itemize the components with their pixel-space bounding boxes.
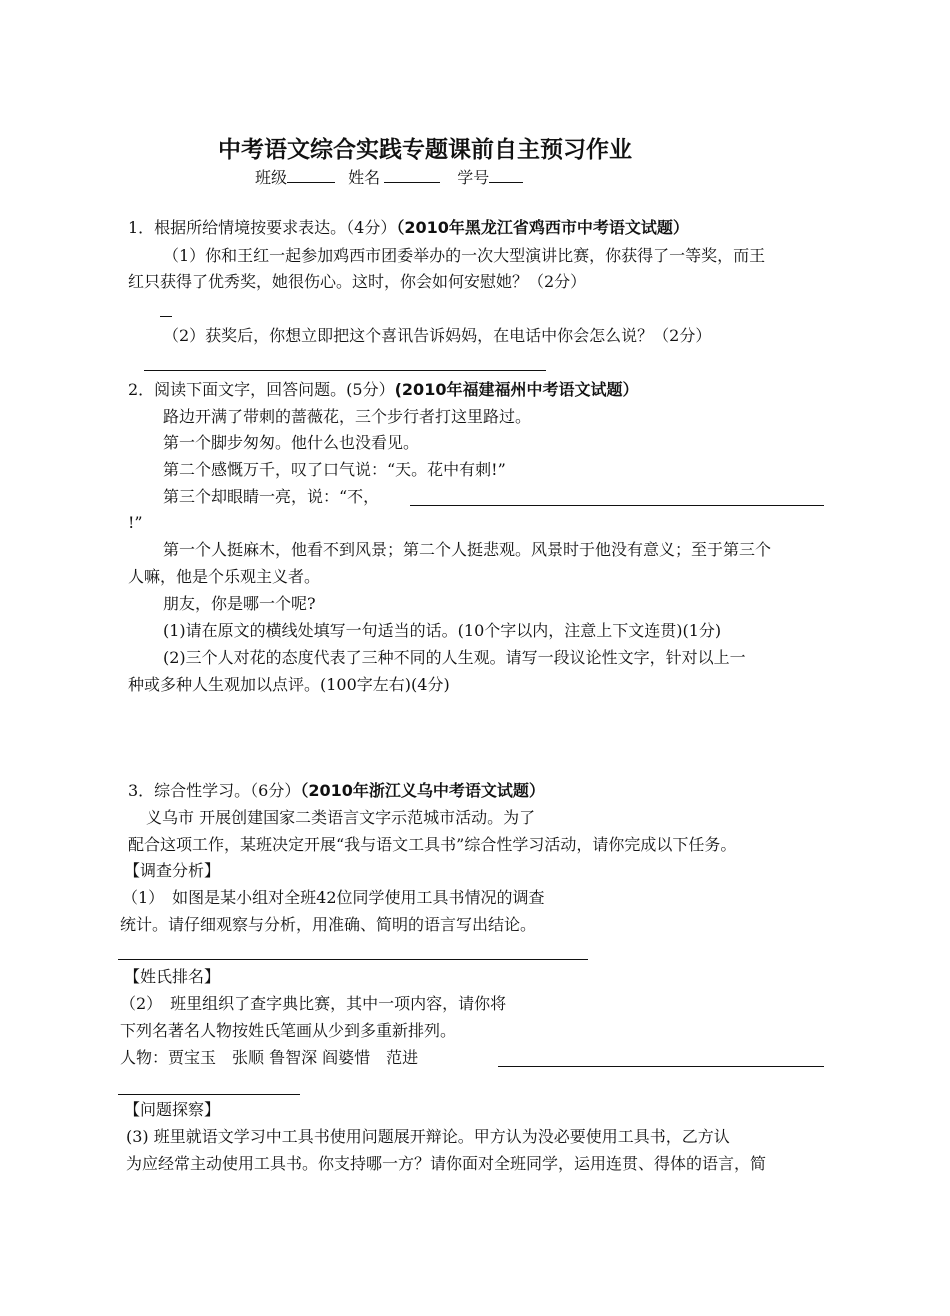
q3-sub3-line: (3) 班里就语文学习中工具书使用问题展开辩论。甲方认为没必要使用工具书，乙方认 bbox=[126, 1127, 730, 1146]
q1-part1-line1: （1）你和王红一起参加鸡西市团委举办的一次大型演讲比赛，你获得了一等奖，而王 bbox=[163, 246, 766, 265]
q1-stem-line bbox=[128, 218, 689, 238]
q2-passage-line: 第一个脚步匆匆。他什么也没看见。 bbox=[163, 433, 420, 452]
q2-passage-line: 第三个却眼睛一亮，说：“不， bbox=[163, 487, 380, 506]
q1-answer2-blank[interactable] bbox=[144, 370, 546, 371]
q2-subquestion-2-cont: 种或多种人生观加以点评。(100字左右)(4分) bbox=[128, 675, 450, 694]
q2-passage-line: 路边开满了带刺的蔷薇花，三个步行者打这里路过。 bbox=[163, 407, 532, 426]
q1-part2: （2）获奖后，你想立即把这个喜讯告诉妈妈，在电话中你会怎么说？（2分） bbox=[163, 326, 712, 345]
q3-sub1-line: 统计。请仔细观察与分析，用准确、简明的语言写出结论。 bbox=[120, 915, 537, 934]
page-title: 中考语文综合实践专题课前自主预习作业 bbox=[218, 136, 632, 163]
q3-people-list: 人物：贾宝玉 张顺 鲁智深 阎婆惜 范进 bbox=[120, 1048, 419, 1067]
q2-fill-blank[interactable] bbox=[410, 505, 824, 506]
class-blank[interactable] bbox=[287, 168, 335, 183]
name-label: 姓名 bbox=[348, 168, 381, 187]
q3-sub2-line: （2） 班里组织了查字典比赛，其中一项内容，请你将 bbox=[120, 994, 507, 1013]
q2-passage-line: 人嘛，他是个乐观主义者。 bbox=[128, 567, 321, 586]
q2-subquestion-2: (2)三个人对花的态度代表了三种不同的人生观。请写一段议论性文字，针对以上一 bbox=[163, 648, 746, 667]
q2-source: (2010年福建福州中考语文试题） bbox=[394, 380, 639, 399]
q1-source: （2010年黑龙江省鸡西市中考语文试题） bbox=[396, 218, 689, 237]
q3-stem-line bbox=[128, 781, 545, 801]
q2-subquestion-1: (1)请在原文的横线处填写一句适当的话。(10个字以内，注意上下文连贯)(1分) bbox=[163, 621, 722, 640]
q2-passage-line: 朋友，你是哪一个呢? bbox=[163, 594, 316, 613]
class-label: 班级 bbox=[255, 168, 288, 187]
q3-stem: 3．综合性学习。（6分） bbox=[128, 781, 301, 800]
q2-passage-line: 第一个人挺麻木，他看不到风景；第二个人挺悲观。风景时于他没有意义；至于第三个 bbox=[163, 540, 772, 559]
q3-answer2-blank[interactable] bbox=[498, 1066, 824, 1067]
id-label: 学号 bbox=[457, 168, 490, 187]
q3-intro-line: 义乌市 开展创建国家二类语言文字示范城市活动。为了 bbox=[146, 808, 536, 827]
q3-answer1-blank[interactable] bbox=[118, 959, 588, 960]
q3-section-survey: 【调查分析】 bbox=[124, 861, 221, 880]
name-blank[interactable] bbox=[384, 168, 440, 183]
q1-stem: 1．根据所给情境按要求表达。（4分） bbox=[128, 218, 397, 237]
q3-section-surname: 【姓氏排名】 bbox=[124, 967, 221, 986]
q2-passage-line: !” bbox=[128, 513, 143, 532]
q3-source: （2010年浙江义乌中考语文试题） bbox=[300, 781, 545, 800]
q3-sub1-line: （1） 如图是某小组对全班42位同学使用工具书情况的调查 bbox=[122, 888, 545, 907]
q3-section-problem: 【问题探察】 bbox=[124, 1100, 221, 1119]
id-blank[interactable] bbox=[489, 168, 523, 183]
student-info-line bbox=[255, 168, 523, 188]
q3-answer2-blank-cont[interactable] bbox=[118, 1094, 300, 1095]
q1-part1-line2: 红只获得了优秀奖，她很伤心。这时，你会如何安慰她？（2分） bbox=[128, 272, 587, 291]
q3-sub2-line: 下列名著名人物按姓氏笔画从少到多重新排列。 bbox=[120, 1021, 457, 1040]
q3-sub3-line: 为应经常主动使用工具书。你支持哪一方？请你面对全班同学，运用连贯、得体的语言，简 bbox=[126, 1154, 767, 1173]
q2-stem: 2．阅读下面文字，回答问题。(5分） bbox=[128, 380, 395, 399]
q2-stem-line bbox=[128, 380, 638, 400]
q2-passage-line: 第二个感慨万千，叹了口气说：“天。花中有刺!” bbox=[163, 460, 506, 479]
q3-intro-line: 配合这项工作，某班决定开展“我与语文工具书”综合性学习活动，请你完成以下任务。 bbox=[128, 835, 737, 854]
q1-answer1-blank[interactable] bbox=[160, 316, 172, 317]
